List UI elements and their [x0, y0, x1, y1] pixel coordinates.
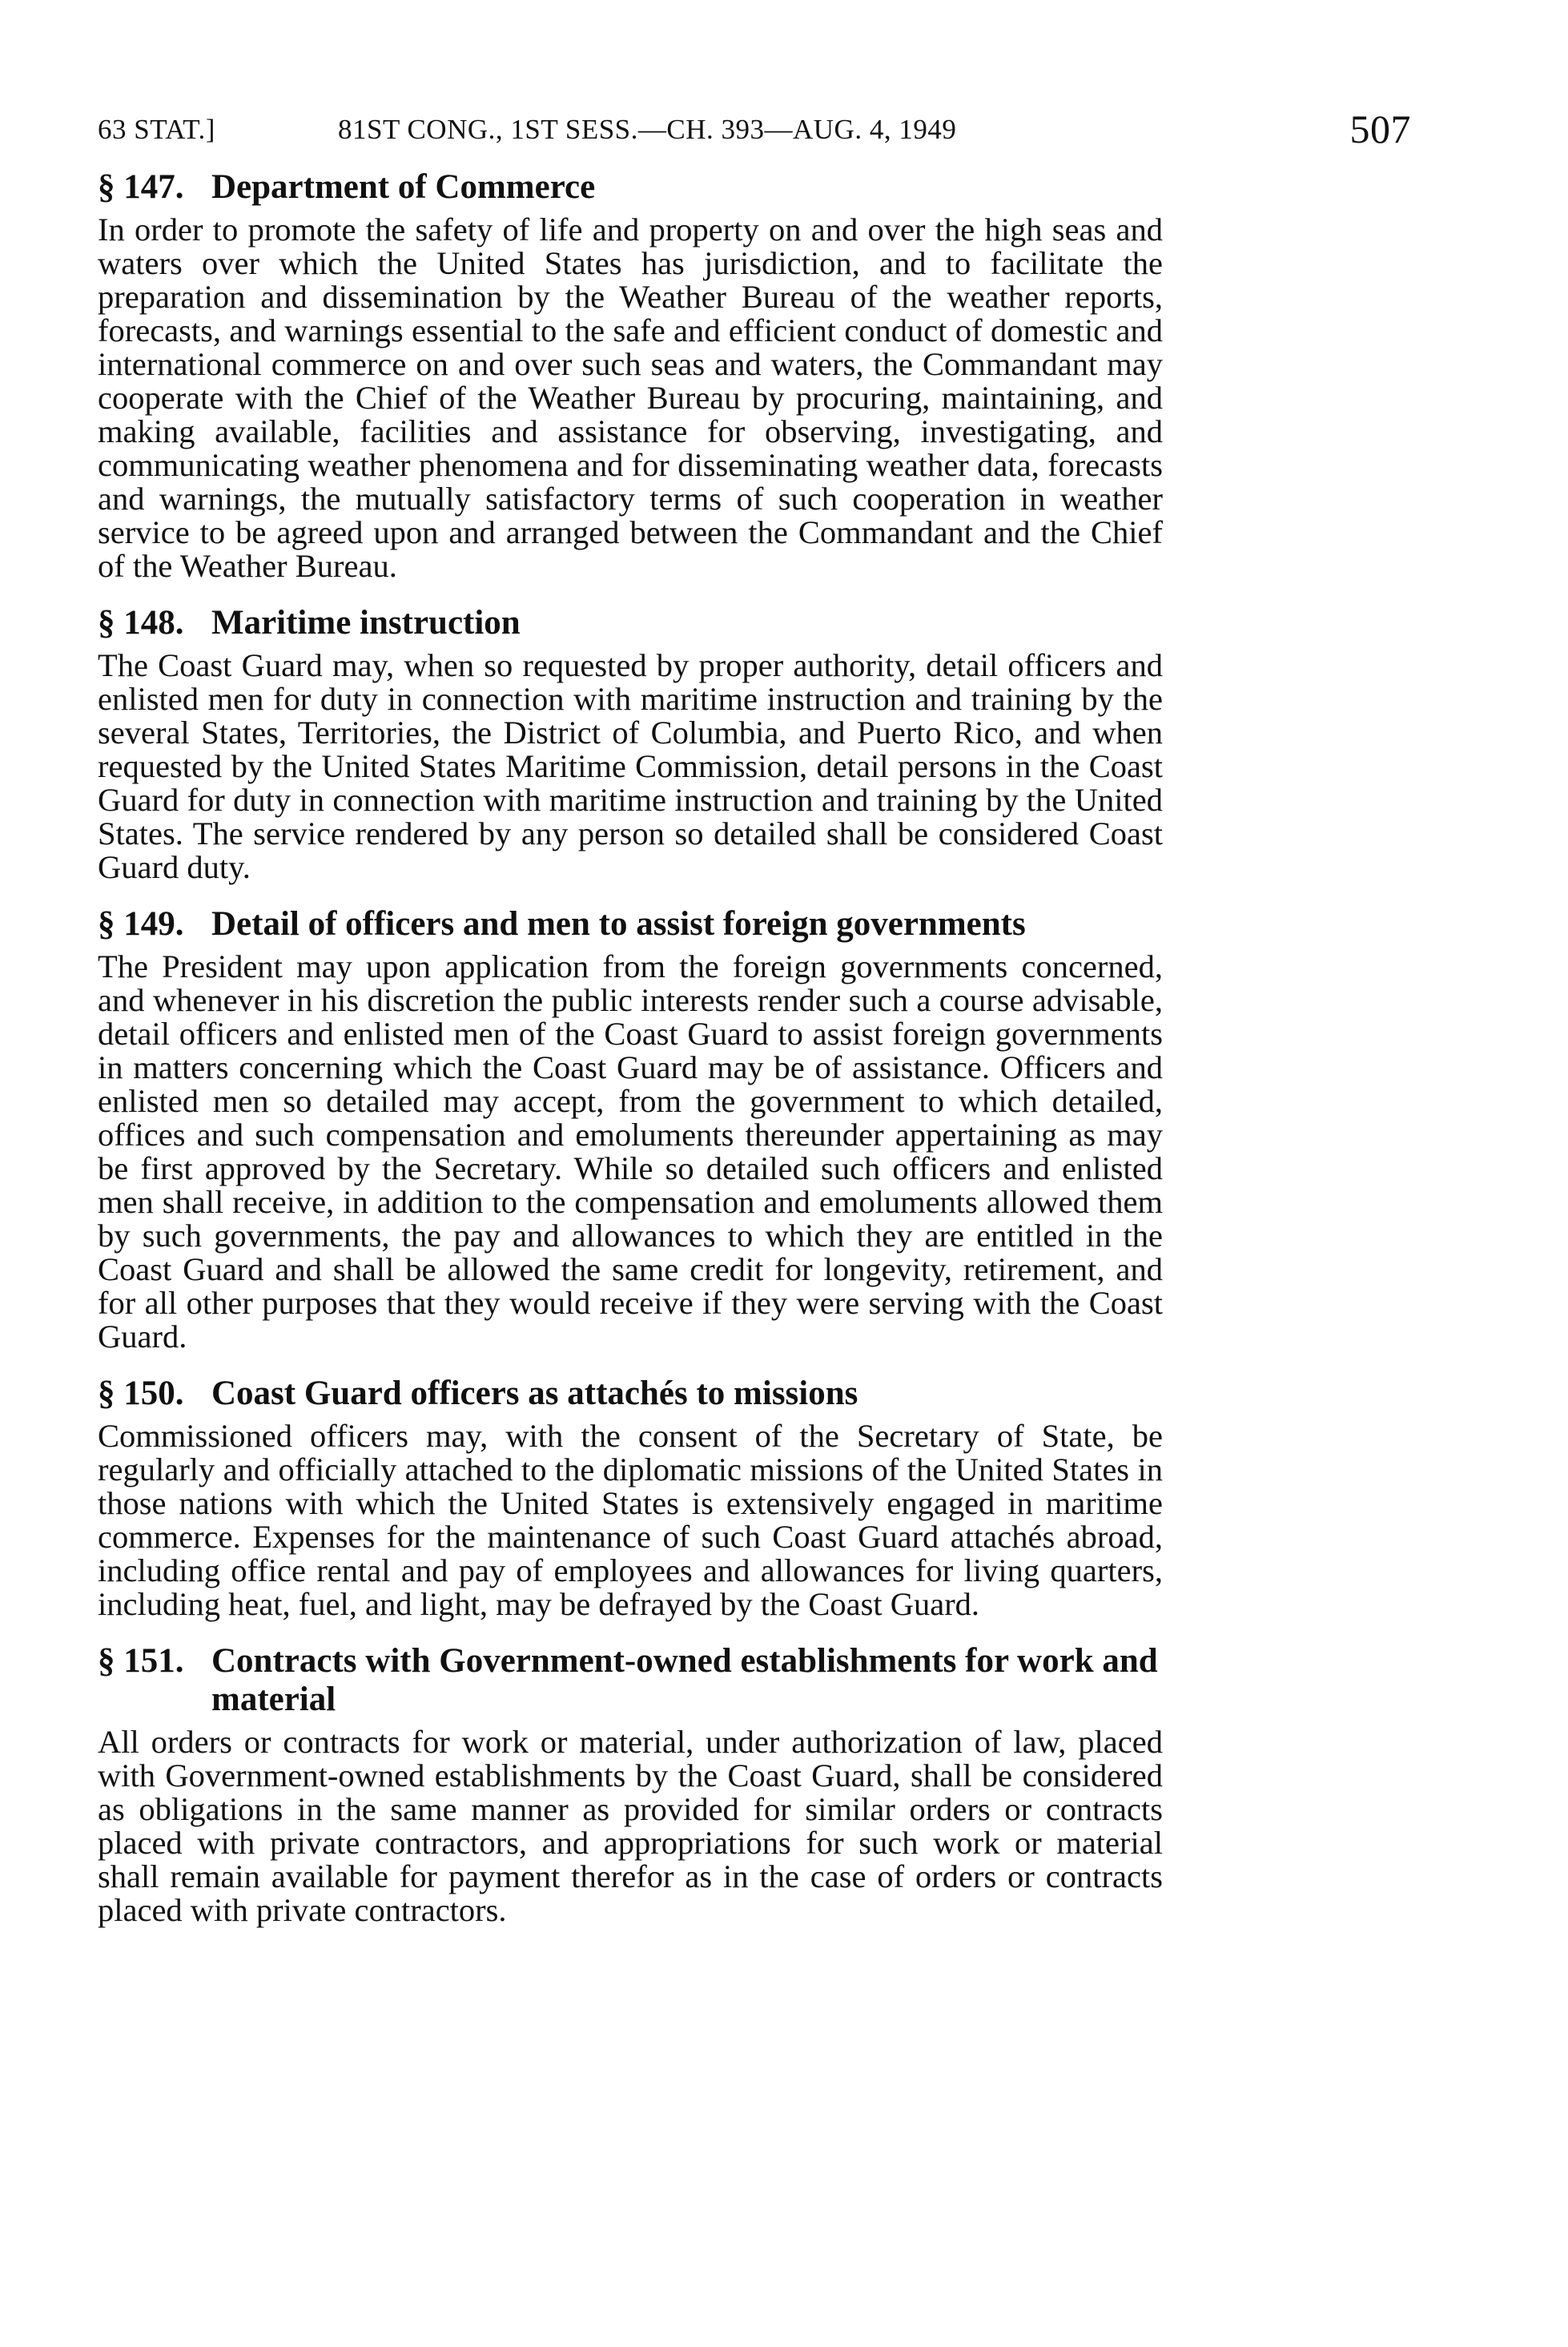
- section-heading: [98, 168, 1163, 207]
- section-number: § 149.: [98, 905, 184, 943]
- section-heading: [98, 604, 1163, 642]
- section-heading: [98, 905, 1163, 944]
- section-number: § 147.: [98, 168, 184, 206]
- section-148: [98, 604, 1163, 884]
- section-heading: [98, 1642, 1163, 1719]
- section-title: Department of Commerce: [211, 168, 596, 206]
- section-number: § 148.: [98, 604, 184, 642]
- section-title: Maritime instruction: [211, 604, 521, 642]
- session-reference: 81ST CONG., 1ST SESS.—CH. 393—AUG. 4, 1949: [338, 114, 957, 145]
- section-title: Contracts with Government-owned establishments for work and material: [211, 1642, 1158, 1718]
- section-text: The Coast Guard may, when so requested by proper authority, detail officers and enlisted men for duty in connection with maritime instruction and training by the several States, Territories, the District of Columbia, and Puerto Rico, and when requested by the United States Maritime Commission, detail persons in the Coast Guard for duty in connection with maritime instruction and training by the United States. The service rendered by any person so detailed shall be considered Coast Guard duty.: [98, 647, 1163, 885]
- section-text: The President may upon application from the foreign governments concerned, and whenever in his discretion the public interests render such a course advisable, detail officers and enlisted men of the Coast Guard to assist foreign governments in matters concerning which the Coast Guard may be of assistance. Officers and enlisted men so detailed may accept, from the government to which detailed, offices and such compensation and emoluments thereunder appertaining as may be first approved by the Secretary. While so detailed such officers and enlisted men shall receive, in addition to the compensation and emoluments allowed them by such governments, the pay and allowances to which they are entitled in the Coast Guard and shall be allowed the same credit for longevity, retirement, and for all other purposes that they would receive if they were serving with the Coast Guard.: [98, 948, 1163, 1355]
- section-title: Coast Guard officers as attachés to missions: [211, 1375, 858, 1412]
- section-text: All orders or contracts for work or material, under authorization of law, placed with Government-owned establishments by the Coast Guard, shall be considered as obligations in the same manner as provided for similar orders or contracts placed with private contractors, and appropriations for such work or material shall remain available for payment therefor as in the case of orders or contracts placed with private contractors.: [98, 1724, 1163, 1928]
- section-number: § 150.: [98, 1375, 184, 1412]
- section-heading: [98, 1375, 1163, 1413]
- section-text: In order to promote the safety of life and property on and over the high seas and waters over which the United States has jurisdiction, and to facilitate the preparation and dissemination by the Weather Bureau of the weather reports, forecasts, and warnings essential to the safe and efficient conduct of domestic and international commerce on and over such seas and waters, the Commandant may cooperate with the Chief of the Weather Bureau by procuring, maintaining, and making available, facilities and assistance for observing, investigating, and communicating weather phenomena and for disseminating weather data, forecasts and warnings, the mutually satisfactory terms of such cooperation in weather service to be agreed upon and arranged between the Commandant and the Chief of the Weather Bureau.: [98, 211, 1163, 584]
- page-number: 507: [1349, 107, 1411, 151]
- page-header: [98, 106, 1411, 154]
- document-body: [98, 168, 1163, 1948]
- section-149: [98, 905, 1163, 1354]
- section-150: [98, 1375, 1163, 1621]
- section-title: Detail of officers and men to assist foreign governments: [211, 905, 1026, 943]
- section-number: § 151.: [98, 1642, 184, 1680]
- section-151: [98, 1642, 1163, 1927]
- section-text: Commissioned officers may, with the consent of the Secretary of State, be regularly and officially attached to the diplomatic missions of the United States in those nations with which the United States is extensively engaged in maritime commerce. Expenses for the maintenance of such Coast Guard attachés abroad, including office rental and pay of employees and allowances for living quarters, including heat, fuel, and light, may be defrayed by the Coast Guard.: [98, 1418, 1163, 1622]
- section-147: [98, 168, 1163, 583]
- statute-reference: 63 STAT.]: [98, 114, 215, 145]
